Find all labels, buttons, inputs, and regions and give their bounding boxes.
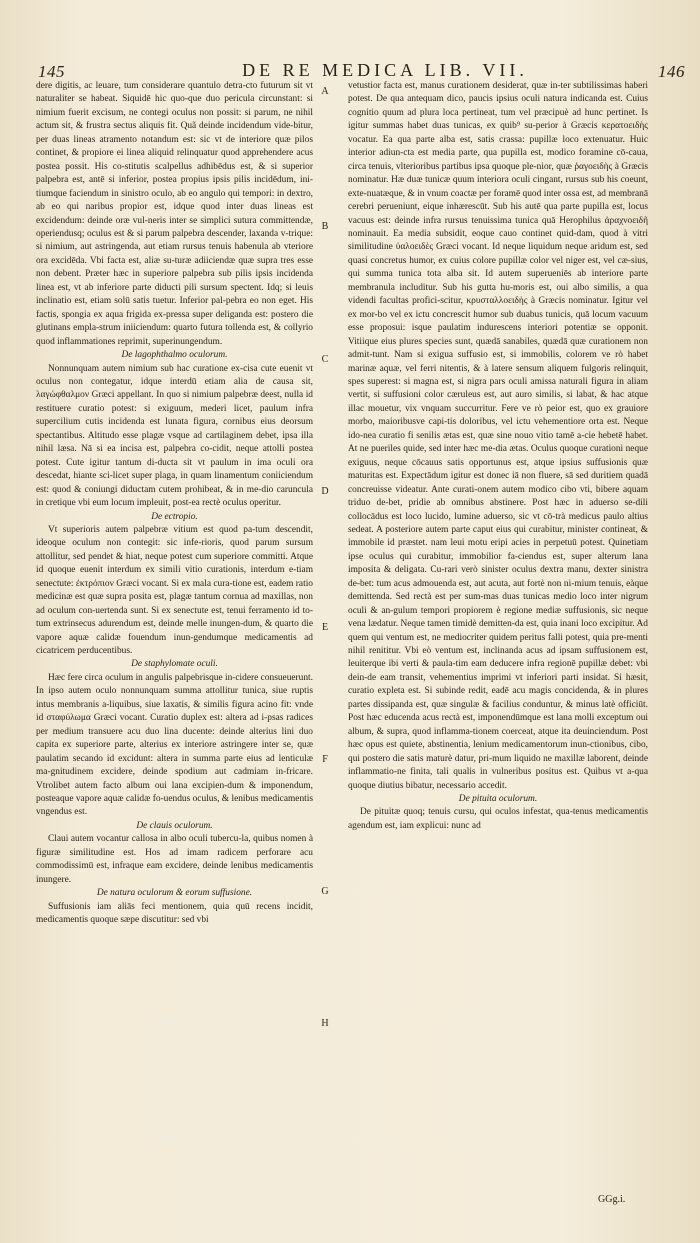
marginal-letter: E — [321, 622, 329, 633]
marginal-letter: D — [321, 486, 329, 497]
marginal-letter: H — [321, 1018, 329, 1029]
marginal-letter: C — [321, 354, 329, 365]
marginal-letter: B — [321, 221, 329, 232]
paragraph: Nonnunquam autem nimium sub hac curatione ex-cisa cute euenit vt oculus non contegatur, idque interdū etiam alia de causa sit, λαγώφθαλμον Græci appellant. In quo si nimium palpebræ deest, nulla id restituere curatio potest: si exiguum, mederi licet, paulum infra supercilium cutis incidenda est lunata figura, cornibus eius deorsum spectantibus. Altitudo esse plagæ vsque ad cartilaginem debet, ipsa illa nihil læsa. Nā si ea incisa est, palpebra co-cidit, neque attolli postea potest. Cute igitur tantum di-ducta sit vt paulum in ima oculi ora descedat, hiante sci-licet super plaga, in quam linamentum coniiciendum est: quod & coniungi diductam cutem prohibeat, & in me-dio caruncula in cretique vbi eum locum impleuit, post-ea rectè oculus operitur. — [36, 363, 313, 509]
marginal-letter: G — [321, 886, 329, 897]
running-title: DE RE MEDICA LIB. VII. — [242, 60, 528, 80]
paragraph: dere digitis, ac leuare, tum considerare quantulo detra-cto futurum sit vt naturaliter se habeat. Siquidē hic quo-que duo pericula circunstant: si nimium fuerit excisum, ne contegi oculus non possit: si parum, ne nihil actum sit, & frustra sectus aliquis fit. Quã deinde incidendum vide-bitur, per duas lineas atramento notandum est: sic vt de interiore quæ pilos continet, & propiore ei linea aliquid relinquatur quod apprehendere acus postea possit. His co-stitutis scalpellus adhibēdus est, & si superior palpebra est, antē si inferior, postea propius ipsis pilis incidēdum, ini-tiumque faciendum in sinistro oculo, ab eo angulo qui tempori: in dextro, ab eo qui naribus propior est, idque quod inter duas lineas est excidendum: deinde oræ vul-neris inter se simplici sutura committendæ, operiendusq; oculus est & si parum palpebra descender, laxanda v-trique: si nimium, aut astringenda, aut etiam rursus tenuis habenula ab vteriore ora excidēda. Vbi facta est, aliæ su-turæ adiiciendæ quæ supra tres esse non debent. Præter hæc in superiore palpebra sub pilis ipsis incidenda linea est, vt ab inferiore parte diducti pili sursum spectent. Idq; si leuis inclinatio est, etiam solū satis tuetur. Inferior pal-pebra eo non eget. His factis, spongia ex aqua frigida ex-pressa super deliganda est: postero die glutinans empla-strum iniiciendum: quarto futura tollenda est, & collyrio quod inflammationes reprimit, superinungendum. — [36, 81, 313, 347]
folio-left: 145 — [38, 62, 65, 81]
section-heading: De ectropio. — [151, 511, 198, 522]
paragraph: Claui autem vocantur callosa in albo oculi tubercu-la, quibus nomen à figuræ similitudine est. Hos ad imam radicem perforare acu commodissimū est, infraque eam excidere, deinde lenibus medicamentis inungere. — [36, 834, 313, 885]
paragraph: vetustior facta est, manus curationem desiderat, quæ in-ter subtilissimas haberi potest. De qua antequam dico, paucis ipsius oculi natura indicanda est. Cuius cognitio quum ad plura loca pertineat, tum vel præcipuè ad hunc pertinet. Is igitur summas habet duas tunicas, ex quib⁹ su-perior à Græcis κερατοειδὴς vocatur. Ea qua parte alba est, satis crassa: pupillæ loco extenuatur. Huic interior adiun-cta est media parte, qua pupilla est, modico foramine cō-caua, circa tenuis, vlterioribus partibus ipsa quoque ple-nior, quæ ῥαγοειδὴς à Græcis nominatur. Hæ duæ tunicæ quum interiora oculi cingant, rursus sub his coeunt, exte-nuatæque, & in vnum coactæ per foramē quod inter ossa est, ad membranā cerebri perueniunt, eique inhærescūt. Sub his autē qua parte pupilla est, locus vacuus est: deinde infra rursus tenuissima tunica quā Herophilus ἀραχνοειδῆ nominauit. Ea media subsidit, eoque cauo continet quid-dam, quod à vitri similitudine ὑαλοειδὲς Græci vocant. Id neque liquidum neque aridum est, sed quasi concretus humor, ex cuius colore pupillæ color vel niger est, vel cæ-sius, qui summa tunica tota alba sit. Id autem superueniēs ab interiore parte membranula includitur. Sub his gutta hu-moris est, oui albo similis, a qua videndi facultas profici-scitur, κρυσταλλοειδὴς à Græcis nominatur. Igitur vel ex mor-bo vel ex ictu concrescit humor sub duabus tunicis, quā locum vacuum esse proposui: isque paulatim indurescens interiori potentiæ se opponit. Vitiique eius plures species sunt, quædā sanabiles, quædā quæ curationem non admit-tunt. Nam si exigua suffusio est, si immobilis, colorem ve rò habet marinæ aquæ, vel ferri nitentis, & à latere sensum aliquem fulgoris relinquit, spes superest: si magna est, si nigra pars oculi amissa naturali figura in aliam vertit, si suffusioni color cæruleus est, aut auro similis, si labat, & hac atque illac mouetur, vix vnquam succurritur. Fere ve rò peior est, quo ex grauiore morbo, maioribusve capi-tis doloribus, vel ictu vehementiore orta est. Neque ido-nea curatio fi senilis ætas est, quæ sine nouo vitio tamē a-cie hebetē habet. At ne pueriles quide, sed inter hæc me-dia ætas. Oculus quoque curationi neque exiguus, neque cōcauus satis opportunus est, atque ipsius suffusionis quæ maturitas est. Expectādum igitur est donec iā non fluere, sā sed duritiem quadā concreuisse videatur. Ante curati-onem autem modico cibo vti, bibere aquam triduo de-bet, pridie ab omnibus abstinere. Post hæc in aduerso se-dili collocādus est loco lucido, lumine aduerso, sic vt cō-trà medicus paulo altius sedeat. A posteriore autem parte caput eius qui curabitur, minister contineat, & immobile id præstet. nam leui motu eripi acies in perpetuū potest. Quinetiam ipse oculus qui curabitur, immobilior fa-ciendus est, super alterum lana imposita & deligata. Cu-rari verò sinister oculus dextra manu, dexter sinistra de-bet: tum acus admouenda est, aut acuta, aut fortè non ni-mium tenuis, eàque demittenda. Sed rectà est per sum-mas duas tunicas medio loco inter nigrum oculi & an-gulum tempori propiorem è regione mediæ suffusionis, sic neque vena lædatur. Neque tamen timidè demitten-da est, quia inani loco excipitur. Ad quem qui ventum est, ne mediocriter quidem peritus falli potest, quia pre-menti nihil renititur. Vbi eò ventum est, inclinanda acus ad ipsam suffusionem est, leuiterque ibi verti & paula-tim eam deducere infra regionē pupillæ debet: vbi dein-de eam transit, vehementius imprimi vt inferiori parti insidat. Si hæsit, curatio expleta est. Si subinde redit, eadē acu magis concidenda, & in plures partes dissipanda est, quæ singulæ & facilius conduntur, & minus latè officiūt. Post hæc educenda acus rectà est, imponendūmque est lana molli exceptum oui album, & supra, quod inflamma-tionem coerceat, atque ita deuinciendum. Post hæc opus est quiete, abstinentia, lenium medicamentorum inun-ctionibus, cibo, qui postero die satis maturè datur, pri-mum liquido ne maxillæ laborent, deinde inflammatio-ne finita, tali qualis in vulneribus positus est. Quibus vt a-qua quoque diutius bibatur, necessario accedit. — [348, 81, 648, 791]
right-text-column — [348, 80, 648, 833]
paragraph: De pituitæ quoq; tenuis cursu, qui oculos infestat, qua-tenus medicamentis agendum est, iam explicui: nunc ad — [348, 807, 648, 831]
section-heading: De pituita oculorum. — [458, 794, 538, 805]
folio-right: 146 — [658, 62, 685, 81]
section-heading: De staphylomate oculi. — [131, 659, 218, 670]
paragraph: Hæc fere circa oculum in angulis palpebrisque in-cidere consueuerunt. In ipso autem oculo nonnunquam summa attollitur tunica, siue ruptis intus membranis a-liquibus, siue laxatis, & similis figura acino fit: vnde id σταφύλωμα Græci vocant. Curatio duplex est: altera ad i-psas radices per medium transuere acu duo lina ducente: deinde alterius lini duo capita ex superiore parte, alterius ex interiore astringere inter se, quæ paulatim secando id excidunt: altera in summa parte eius ad lenticulæ ma-gnitudinem excidere, deinde spodium aut cadmiam in-fricare. Vtrolibet autem facto album oui lana excipien-dum & imponendum, posteaque vapore aquæ calidæ fo-uendus oculus, & lenibus medicamentis vngendus est. — [36, 672, 313, 818]
paragraph: Vt superioris autem palpebræ vitium est quod pa-tum descendit, ideoque oculum non contegit: sic infe-rioris, quod parum sursum attollitur, sed pendet & hiat, neque potest cum superiore committi. Atque id quoque euenit interdum ex simili vitio curationis, interdum e-tiam senectute: ἐκτρόπιον Græci vocant. Si ex mala cura-tione est, eadem ratio medicinæ est quæ supra posita est, plagæ tantum cornua ad maxillas, non ad oculum con-uertenda sunt. Si ex senectute est, tenui ferramento id to-tum extrinsecus adurendum est, deinde melle inungen-dum, & quarto die vapore aquæ calidæ fouendum inun-gendumque medicamentis ad cicatricem perducentibus. — [36, 524, 313, 657]
marginal-letter: A — [321, 86, 329, 97]
section-heading: De clauis oculorum. — [136, 820, 213, 831]
marginal-letter: F — [322, 754, 328, 765]
left-text-column — [36, 80, 313, 928]
signature-mark: GGg.i. — [598, 1194, 626, 1205]
section-heading: De lagophthalmo oculorum. — [121, 350, 228, 361]
paragraph: Suffusionis iam aliās feci mentionem, quia quū recens incidit, medicamentis quoque sæpe discutitur: sed vbi — [36, 901, 313, 926]
section-heading: De natura oculorum & eorum suffusione. — [96, 888, 253, 899]
